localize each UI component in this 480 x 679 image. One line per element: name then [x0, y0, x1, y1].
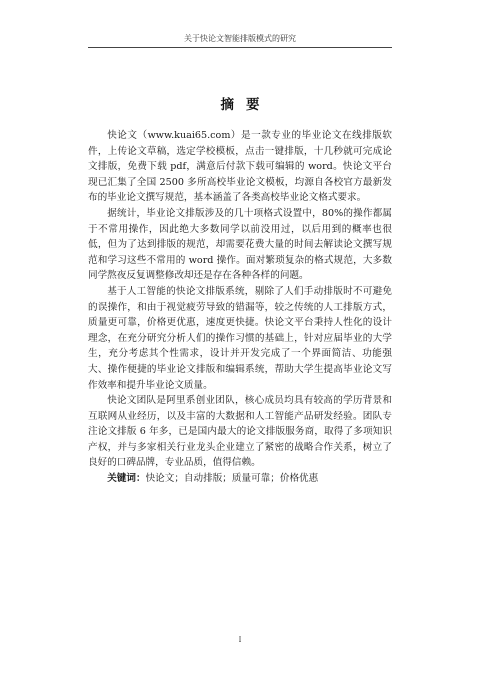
header-rule — [88, 47, 392, 48]
paragraph-4: 快论文团队是阿里系创业团队，核心成员均具有较高的学历背景和互联网从业经历，以及丰富的大数据和人工智能产品研发经验。团队专注论文排版 6 年多，已是国内最大的论文排版服务商，取得了多项知识产权，并与多家相关行业龙头企业建立了紧密的战略合作关系，树立了良好的口碑品牌，专业品质，值得信赖。 — [88, 395, 392, 469]
page-number: I — [238, 636, 242, 644]
keywords-line — [88, 471, 392, 487]
abstract-body — [88, 128, 392, 487]
keywords-text: 快论文；自动排版；质量可靠；价格优惠 — [145, 473, 319, 485]
paragraph-2: 据统计，毕业论文排版涉及的几十项格式设置中，80%的操作都属于不常用操作，因此绝大多数同学以前没用过，以后用到的概率也很低，但为了达到排版的规范，却需要花费大量的时间去解读论文撰写规范和学习这些不常用的 word 操作。面对繁琐复杂的格式规范，大多数同学熬夜反复调整修改却还是存在各种各样的问题。 — [88, 207, 392, 282]
keywords-label: 关键词： — [107, 473, 146, 485]
abstract-title: 摘要 — [220, 97, 272, 113]
paragraph-1: 快论文（www.kuai65.com）是一款专业的毕业论文在线排版软件，上传论文草稿，选定学校模板，点击一键排版，十几秒就可完成论文排版，免费下载 pdf，满意后付款下载可编辑的 word。快论文平台现已汇集了全国 2500 多所高校毕业论文模板，均源自各校官方最新发布的毕业论文撰写规范，基本涵盖了各类高校毕业论文格式要求。 — [88, 130, 392, 204]
paragraph-3: 基于人工智能的快论文排版系统，剔除了人们手动排版时不可避免的误操作，和由于视觉疲劳导致的错漏等，较之传统的人工排版方式，质量更可靠，价格更优惠，速度更快捷。快论文平台秉持人性化的设计理念，在充分研究分析人们的操作习惯的基础上，针对应届毕业的大学生，充分考虑其个性需求，设计并开发完成了一个界面简洁、功能强大、操作便捷的毕业论文排版和编辑系统，帮助大学生提高毕业论文写作效率和提升毕业论文质量。 — [88, 285, 392, 391]
running-header: 关于快论文智能排版模式的研究 — [184, 34, 296, 43]
